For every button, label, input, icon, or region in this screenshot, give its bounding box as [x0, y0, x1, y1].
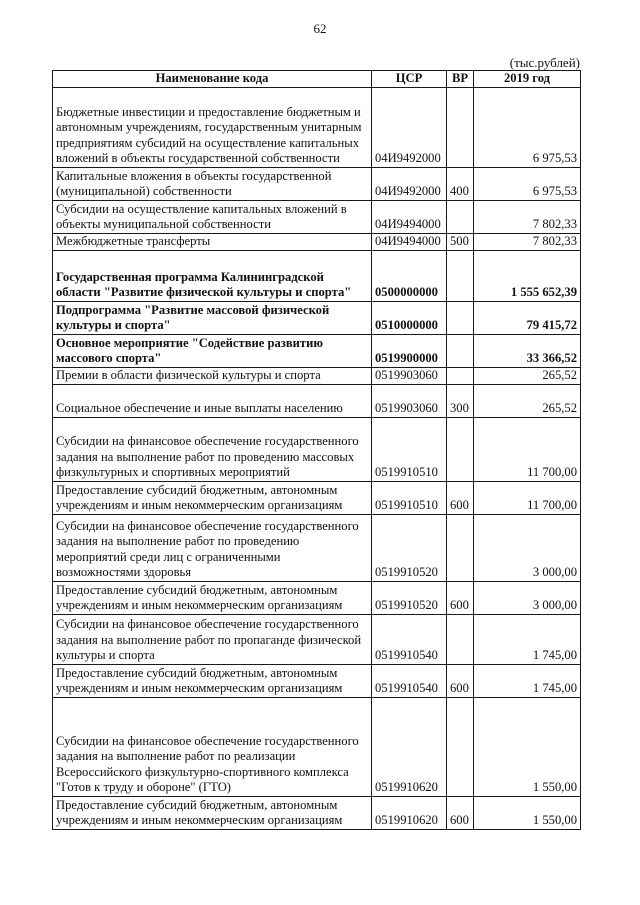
row-csr: 0519910510	[372, 418, 447, 482]
row-name: Капитальные вложения в объекты государственной (муниципальной) собственности	[53, 168, 372, 201]
row-csr: 0519903060	[372, 368, 447, 385]
row-vr	[447, 88, 474, 168]
row-csr: 0519910520	[372, 582, 447, 615]
row-vr: 300	[447, 385, 474, 418]
row-vr	[447, 615, 474, 665]
table-row	[53, 385, 581, 418]
row-csr: 04И9494000	[372, 234, 447, 251]
header-year: 2019 год	[474, 71, 581, 88]
table-row	[53, 418, 581, 482]
row-amount: 11 700,00	[474, 482, 581, 515]
row-amount: 1 550,00	[474, 698, 581, 797]
table-row	[53, 168, 581, 201]
row-name: Предоставление субсидий бюджетным, автономным учреждениям и иным некоммерческим организациям	[53, 482, 372, 515]
row-name: Предоставление субсидий бюджетным, автономным учреждениям и иным некоммерческим организациям	[53, 797, 372, 830]
row-amount: 3 000,00	[474, 582, 581, 615]
table-row	[53, 88, 581, 168]
row-vr	[447, 302, 474, 335]
table-row	[53, 302, 581, 335]
row-csr: 0519910520	[372, 515, 447, 582]
row-vr	[447, 251, 474, 302]
table-row	[53, 582, 581, 615]
row-amount: 33 366,52	[474, 335, 581, 368]
row-vr: 400	[447, 168, 474, 201]
row-vr	[447, 418, 474, 482]
row-csr: 0510000000	[372, 302, 447, 335]
row-amount: 79 415,72	[474, 302, 581, 335]
row-vr: 600	[447, 482, 474, 515]
header-row	[53, 71, 581, 88]
row-vr	[447, 201, 474, 234]
table-row	[53, 615, 581, 665]
row-amount: 265,52	[474, 385, 581, 418]
row-csr: 0519910620	[372, 698, 447, 797]
table-row	[53, 665, 581, 698]
header-name: Наименование кода	[53, 71, 372, 88]
row-name: Государственная программа Калининградской области "Развитие физической культуры и спорта"	[53, 251, 372, 302]
row-csr: 0519903060	[372, 385, 447, 418]
table-row	[53, 368, 581, 385]
row-vr: 600	[447, 582, 474, 615]
header-vr: ВР	[447, 71, 474, 88]
table-row	[53, 797, 581, 830]
row-csr: 04И9492000	[372, 88, 447, 168]
table-row	[53, 698, 581, 797]
row-vr	[447, 335, 474, 368]
page-number: 62	[313, 21, 327, 36]
table-row	[53, 515, 581, 582]
row-csr: 0519910540	[372, 615, 447, 665]
row-amount: 3 000,00	[474, 515, 581, 582]
header-csr: ЦСР	[372, 71, 447, 88]
row-name: Основное мероприятие "Содействие развитию массового спорта"	[53, 335, 372, 368]
row-amount: 7 802,33	[474, 234, 581, 251]
row-csr: 0519910540	[372, 665, 447, 698]
row-vr	[447, 515, 474, 582]
row-vr	[447, 698, 474, 797]
row-amount: 1 550,00	[474, 797, 581, 830]
units-label: (тыс.рублей)	[509, 55, 580, 70]
row-name: Подпрограмма "Развитие массовой физической культуры и спорта"	[53, 302, 372, 335]
row-csr: 0519910620	[372, 797, 447, 830]
row-name: Предоставление субсидий бюджетным, автономным учреждениям и иным некоммерческим организациям	[53, 665, 372, 698]
row-amount: 1 745,00	[474, 615, 581, 665]
table-row	[53, 234, 581, 251]
row-amount: 1 555 652,39	[474, 251, 581, 302]
row-name: Социальное обеспечение и иные выплаты населению	[53, 385, 372, 418]
row-name: Предоставление субсидий бюджетным, автономным учреждениям и иным некоммерческим организациям	[53, 582, 372, 615]
row-amount: 6 975,53	[474, 88, 581, 168]
row-name: Бюджетные инвестиции и предоставление бюджетным и автономным учреждениям, государственным унитарным предприятиям субсидий на осуществление капитальных вложений в объекты государственной собственности	[53, 88, 372, 168]
row-vr: 500	[447, 234, 474, 251]
row-csr: 04И9494000	[372, 201, 447, 234]
row-name: Субсидии на финансовое обеспечение государственного задания на выполнение работ по реализации Всероссийского физкультурно-спортивного комплекса "Готов к труду и обороне" (ГТО)	[53, 698, 372, 797]
row-csr: 04И9492000	[372, 168, 447, 201]
row-amount: 1 745,00	[474, 665, 581, 698]
row-name: Межбюджетные трансферты	[53, 234, 372, 251]
row-vr	[447, 368, 474, 385]
row-amount: 11 700,00	[474, 418, 581, 482]
table-row	[53, 482, 581, 515]
budget-table	[52, 70, 581, 830]
table-row	[53, 251, 581, 302]
row-name: Субсидии на финансовое обеспечение государственного задания на выполнение работ по пропаганде физической культуры и спорта	[53, 615, 372, 665]
row-name: Субсидии на финансовое обеспечение государственного задания на выполнение работ по проведению массовых физкультурных и спортивных мероприятий	[53, 418, 372, 482]
table-row	[53, 201, 581, 234]
row-amount: 7 802,33	[474, 201, 581, 234]
row-name: Субсидии на осуществление капитальных вложений в объекты муниципальной собственности	[53, 201, 372, 234]
row-amount: 6 975,53	[474, 168, 581, 201]
row-name: Премии в области физической культуры и спорта	[53, 368, 372, 385]
row-vr: 600	[447, 797, 474, 830]
row-amount: 265,52	[474, 368, 581, 385]
row-name: Субсидии на финансовое обеспечение государственного задания на выполнение работ по проведению мероприятий среди лиц с ограниченными возможностями здоровья	[53, 515, 372, 582]
row-csr: 0500000000	[372, 251, 447, 302]
row-vr: 600	[447, 665, 474, 698]
table-row	[53, 335, 581, 368]
row-csr: 0519900000	[372, 335, 447, 368]
row-csr: 0519910510	[372, 482, 447, 515]
